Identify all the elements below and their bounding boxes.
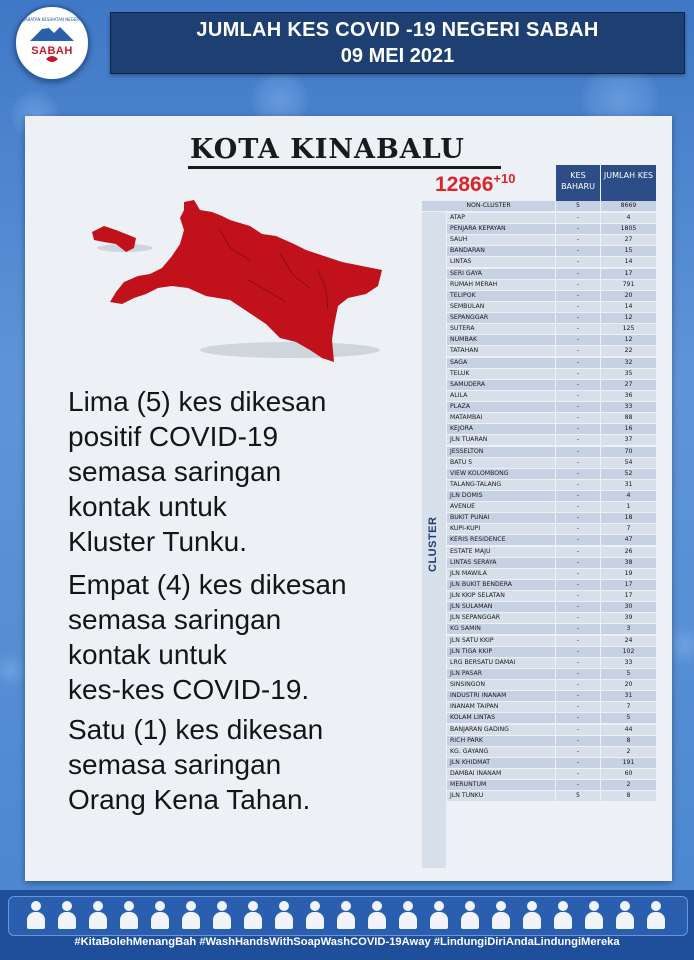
table-row [422,491,656,502]
frontliner-figure-icon [212,901,232,929]
table-row [422,324,656,335]
row-name: JLN DOMIS [447,491,555,501]
table-row [422,558,656,569]
row-new: - [556,369,600,379]
row-new: - [556,480,600,490]
row-new: - [556,691,600,701]
row-new: - [556,558,600,568]
row-total: 35 [601,369,656,379]
row-new: - [556,424,600,434]
row-new: - [556,547,600,557]
row-new: - [556,636,600,646]
row-new: - [556,580,600,590]
row-total: 20 [601,291,656,301]
row-new: - [556,380,600,390]
row-new: - [556,513,600,523]
row-name: KERIS RESIDENCE [447,535,555,545]
row-name: LINTAS [447,257,555,267]
row-new: - [556,324,600,334]
table-row [422,424,656,435]
row-new: - [556,669,600,679]
frontliner-figure-icon [336,901,356,929]
row-new: 5 [556,791,600,801]
row-total: 33 [601,658,656,668]
row-name: JLN PASAR [447,669,555,679]
row-name: ALILA [447,391,555,401]
frontliner-figure-icon [181,901,201,929]
row-name: SINSINGON [447,680,555,690]
row-total: 31 [601,691,656,701]
row-new: - [556,391,600,401]
row-total: 8 [601,736,656,746]
row-name: KEJORA [447,424,555,434]
row-total: 3 [601,624,656,634]
row-name: JLN TUARAN [447,435,555,445]
row-name: JLN KKIP SELATAN [447,591,555,601]
frontliner-figure-icon [119,901,139,929]
row-total: 8 [601,791,656,801]
row-total: 17 [601,269,656,279]
table-row [422,224,656,235]
row-new: - [556,591,600,601]
table-row [422,680,656,691]
row-name: BANJARAN GADING [447,725,555,735]
row-name: LRG BERSATU DAMAI [447,658,555,668]
column-header-new-cases: KES BAHARU [556,165,600,202]
new-count: +10 [493,171,516,186]
description-line: Kluster Tunku. [68,526,247,557]
row-name: JLN KHIDMAT [447,758,555,768]
row-total: 44 [601,725,656,735]
description-paragraph-3 [68,712,418,817]
row-total: 37 [601,435,656,445]
row-name: INDUSTRI INANAM [447,691,555,701]
row-new: - [556,246,600,256]
sabah-health-logo [14,5,90,81]
row-name: SAGA [447,358,555,368]
row-name: SAMUDERA [447,380,555,390]
row-name: SAUH [447,235,555,245]
frontliner-figure-icon [88,901,108,929]
frontliner-figure-icon [615,901,635,929]
district-total-cases [435,171,515,197]
row-name: ESTATE MAJU [447,547,555,557]
table-row [422,613,656,624]
description-line: semasa saringan [68,456,282,487]
table-row [422,302,656,313]
row-total: 17 [601,591,656,601]
row-new: - [556,469,600,479]
column-header-total-cases: JUMLAH KES [601,165,656,202]
row-total: 54 [601,458,656,468]
table-row [422,780,656,791]
frontliner-figure-icon [57,901,77,929]
table-row [422,480,656,491]
table-row [422,413,656,424]
footer-hashtags: #KitaBolehMenangBah #WashHandsWithSoapWashCOVID-19Away #LindungiDiriAndaLindungiMereka [74,936,620,948]
table-row [422,402,656,413]
table-row [422,791,656,802]
row-total: 791 [601,280,656,290]
row-total: 47 [601,535,656,545]
row-new: - [556,702,600,712]
table-row [422,580,656,591]
row-total: 1805 [601,224,656,234]
row-total: 191 [601,758,656,768]
row-name: RICH PARK [447,736,555,746]
row-new: - [556,402,600,412]
frontliner-figure-icon [150,901,170,929]
table-row [422,235,656,246]
table-row [422,669,656,680]
row-new: - [556,491,600,501]
row-total: 7 [601,702,656,712]
kota-kinabalu-map-icon [80,190,400,380]
row-name: JLN SATU KKIP [447,636,555,646]
row-name: BANDARAN [447,246,555,256]
table-row [422,391,656,402]
row-total: 36 [601,391,656,401]
table-row [422,636,656,647]
total-count: 12866 [435,173,494,196]
table-row [422,736,656,747]
row-new: - [556,502,600,512]
row-new: - [556,302,600,312]
row-new: - [556,413,600,423]
row-name: NUMBAK [447,335,555,345]
district-title: KOTA KINABALU [190,134,465,165]
mountain-icon [16,7,88,79]
row-new: - [556,224,600,234]
table-row [422,535,656,546]
table-row [422,458,656,469]
row-new: - [556,458,600,468]
row-name: SERI GAYA [447,269,555,279]
row-total: 26 [601,547,656,557]
row-name: INANAM TAIPAN [447,702,555,712]
row-total: 27 [601,380,656,390]
description-line: Orang Kena Tahan. [68,784,311,815]
row-new: - [556,713,600,723]
table-row [422,747,656,758]
page-title: JUMLAH KES COVID -19 NEGERI SABAH [196,19,599,41]
table-row [422,569,656,580]
row-new: - [556,335,600,345]
report-date: 09 MEI 2021 [340,45,455,67]
table-row [422,758,656,769]
table-row [422,502,656,513]
table-row [422,257,656,268]
description-paragraph-2 [68,567,418,707]
frontliner-figure-icon [522,901,542,929]
frontliner-figure-icon [553,901,573,929]
row-total: 31 [601,480,656,490]
row-new: - [556,358,600,368]
frontliner-figure-icon [460,901,480,929]
table-row [422,358,656,369]
row-total: 70 [601,447,656,457]
table-row [422,547,656,558]
row-new: - [556,725,600,735]
row-total: 5 [601,713,656,723]
table-row [422,469,656,480]
row-name: PENJARA KEPAYAN [447,224,555,234]
table-row [422,313,656,324]
row-name: SEPANGGAR [447,313,555,323]
row-new: - [556,269,600,279]
row-name: JLN BUKIT BENDERA [447,580,555,590]
row-name: MERUNTUM [447,780,555,790]
row-new: - [556,524,600,534]
row-name: JLN MAWILA [447,569,555,579]
row-total: 19 [601,569,656,579]
row-total: 27 [601,235,656,245]
row-name: RUMAH MERAH [447,280,555,290]
row-total: 18 [601,513,656,523]
row-name: BATU 5 [447,458,555,468]
row-name: JLN SEPANGGAR [447,613,555,623]
table-row [422,725,656,736]
row-total: 24 [601,636,656,646]
frontliner-figure-icon [398,901,418,929]
row-total: 20 [601,680,656,690]
frontliner-figure-icon [243,901,263,929]
description-line: semasa saringan [68,604,282,635]
row-total: 22 [601,346,656,356]
row-new: - [556,780,600,790]
table-row [422,380,656,391]
row-new: - [556,447,600,457]
table-row [422,624,656,635]
table-row [422,346,656,357]
row-name: JLN SULAMAN [447,602,555,612]
row-total: 16 [601,424,656,434]
table-row [422,691,656,702]
row-total: 52 [601,469,656,479]
row-total: 30 [601,602,656,612]
row-new: - [556,257,600,267]
row-new: 5 [556,201,600,211]
frontliner-figure-icon [274,901,294,929]
row-new: - [556,747,600,757]
frontliner-figure-icon [305,901,325,929]
description-line: kontak untuk [68,639,227,670]
table-row [422,269,656,280]
row-total: 2 [601,780,656,790]
row-new: - [556,758,600,768]
row-total: 15 [601,246,656,256]
table-row [422,513,656,524]
description-line: kontak untuk [68,491,227,522]
table-row [422,246,656,257]
cluster-label: CLUSTER [427,516,439,572]
row-total: 38 [601,558,656,568]
row-name: BUKIT PUNAI [447,513,555,523]
row-name: SEMBULAN [447,302,555,312]
row-new: - [556,658,600,668]
row-name: VIEW KOLOMBONG [447,469,555,479]
row-total: 32 [601,358,656,368]
row-new: - [556,346,600,356]
row-name: KG SAMIN [447,624,555,634]
row-new: - [556,569,600,579]
row-total: 14 [601,302,656,312]
district-title-underline [188,166,501,169]
table-row [422,647,656,658]
row-name: TATAHAN [447,346,555,356]
row-new: - [556,313,600,323]
row-total: 2 [601,747,656,757]
row-total: 12 [601,335,656,345]
frontliner-figure-icon [429,901,449,929]
row-new: - [556,680,600,690]
row-new: - [556,435,600,445]
row-total: 5 [601,669,656,679]
row-new: - [556,613,600,623]
row-name: AVENUE [447,502,555,512]
row-name: ATAP [447,213,555,223]
row-total: 1 [601,502,656,512]
row-total: 14 [601,257,656,267]
row-total: 102 [601,647,656,657]
table-row [422,658,656,669]
table-row [422,524,656,535]
row-name: NON-CLUSTER [422,201,555,211]
table-row [422,591,656,602]
frontliner-figure-icon [584,901,604,929]
row-new: - [556,280,600,290]
logo-text: SABAH [31,45,73,57]
row-total: 88 [601,413,656,423]
row-name: JLN TUNKU [447,791,555,801]
non-cluster-row [422,201,656,212]
table-row [422,280,656,291]
frontliner-figure-icon [646,901,666,929]
row-name: JESSELTON [447,447,555,457]
row-name: PLAZA [447,402,555,412]
table-row [422,369,656,380]
table-row [422,602,656,613]
table-row [422,213,656,224]
table-row [422,702,656,713]
row-new: - [556,624,600,634]
table-row [422,435,656,446]
description-line: semasa saringan [68,749,282,780]
row-name: TELIPOK [447,291,555,301]
row-new: - [556,769,600,779]
table-row [422,291,656,302]
row-name: KOLAM LINTAS [447,713,555,723]
logo-small-text: JABATAN KESIHATAN NEGERI [23,17,81,22]
row-new: - [556,235,600,245]
frontliner-figure-icon [367,901,387,929]
row-total: 33 [601,402,656,412]
row-name: TELUK [447,369,555,379]
row-total: 12 [601,313,656,323]
row-total: 17 [601,580,656,590]
row-name: DAMBAI INANAM [447,769,555,779]
row-total: 4 [601,491,656,501]
description-paragraph-1 [68,384,418,559]
frontliner-figure-icon [26,901,46,929]
row-total: 7 [601,524,656,534]
table-row [422,447,656,458]
table-row [422,769,656,780]
row-name: JLN TIGA KKIP [447,647,555,657]
row-new: - [556,736,600,746]
row-name: TALANG-TALANG [447,480,555,490]
row-new: - [556,291,600,301]
row-name: SUTERA [447,324,555,334]
header-banner [110,12,685,74]
description-line: Empat (4) kes dikesan [68,569,347,600]
description-line: positif COVID-19 [68,421,279,452]
row-new: - [556,602,600,612]
row-total: 39 [601,613,656,623]
row-name: KUPI-KUPI [447,524,555,534]
description-line: Satu (1) kes dikesan [68,714,324,745]
row-new: - [556,535,600,545]
row-name: MATAMBAI [447,413,555,423]
row-total: 60 [601,769,656,779]
row-name: KG. GAYANG [447,747,555,757]
description-line: Lima (5) kes dikesan [68,386,327,417]
description-line: kes-kes COVID-19. [68,674,310,705]
table-row [422,713,656,724]
row-new: - [556,213,600,223]
row-name: LINTAS SERAYA [447,558,555,568]
row-total: 125 [601,324,656,334]
table-row [422,335,656,346]
row-total: 4 [601,213,656,223]
row-new: - [556,647,600,657]
frontliner-figure-icon [491,901,511,929]
row-total: 8669 [601,201,656,211]
